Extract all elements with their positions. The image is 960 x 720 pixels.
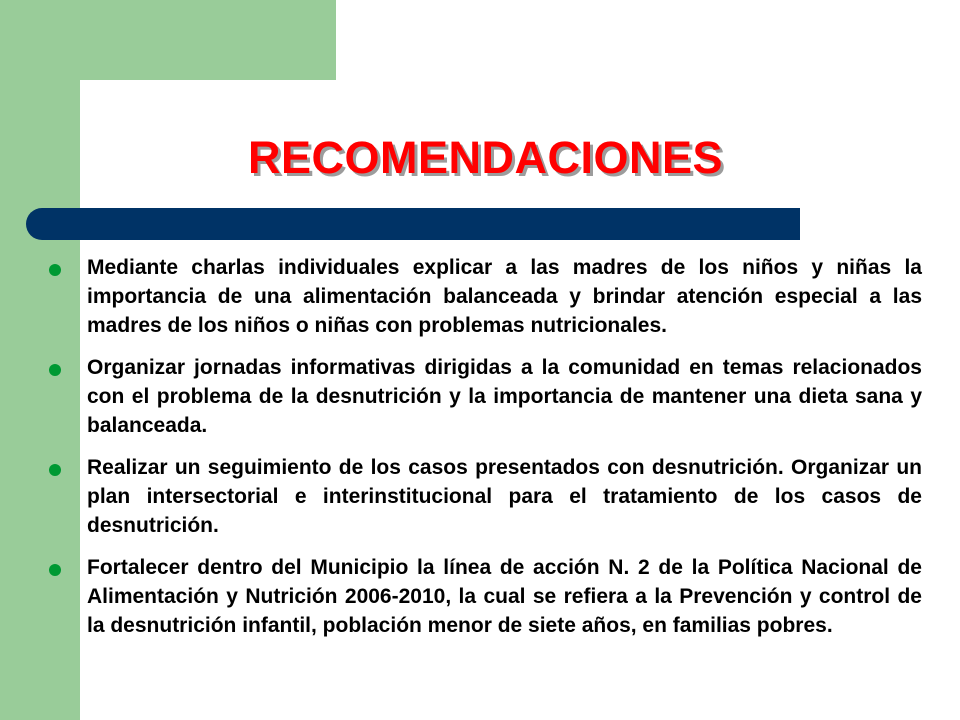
recommendation-text: Organizar jornadas informativas dirigidas a la comunidad en temas relacionados con el problema de la desnutrición y la importancia de mantener una dieta sana y balanceada. (87, 356, 922, 437)
list-item (47, 253, 922, 340)
recommendations-list (47, 253, 922, 653)
bullet-dot-icon (49, 464, 61, 476)
list-item (47, 553, 922, 640)
bullet-dot-icon (49, 564, 61, 576)
slide-title: RECOMENDACIONES (248, 132, 724, 183)
bullet-dot-icon (49, 264, 61, 276)
list-item (47, 353, 922, 440)
list-item (47, 453, 922, 540)
title-divider-bar (26, 208, 800, 240)
recommendation-text: Mediante charlas individuales explicar a las madres de los niños y niñas la importancia de una alimentación balanceada y brindar atención especial a las madres de los niños o niñas con problemas nutricionales. (87, 256, 922, 337)
recommendation-text: Realizar un seguimiento de los casos presentados con desnutrición. Organizar un plan intersectorial e interinstitucional para el tratamiento de los casos de desnutrición. (87, 456, 922, 537)
recommendation-text: Fortalecer dentro del Municipio la línea de acción N. 2 de la Política Nacional de Alimentación y Nutrición 2006-2010, la cual se refiera a la Prevención y control de la desnutrición infantil, población menor de siete años, en familias pobres. (87, 556, 922, 637)
bullet-dot-icon (49, 364, 61, 376)
rounded-content-corner (80, 80, 200, 200)
green-top-band (0, 0, 336, 80)
